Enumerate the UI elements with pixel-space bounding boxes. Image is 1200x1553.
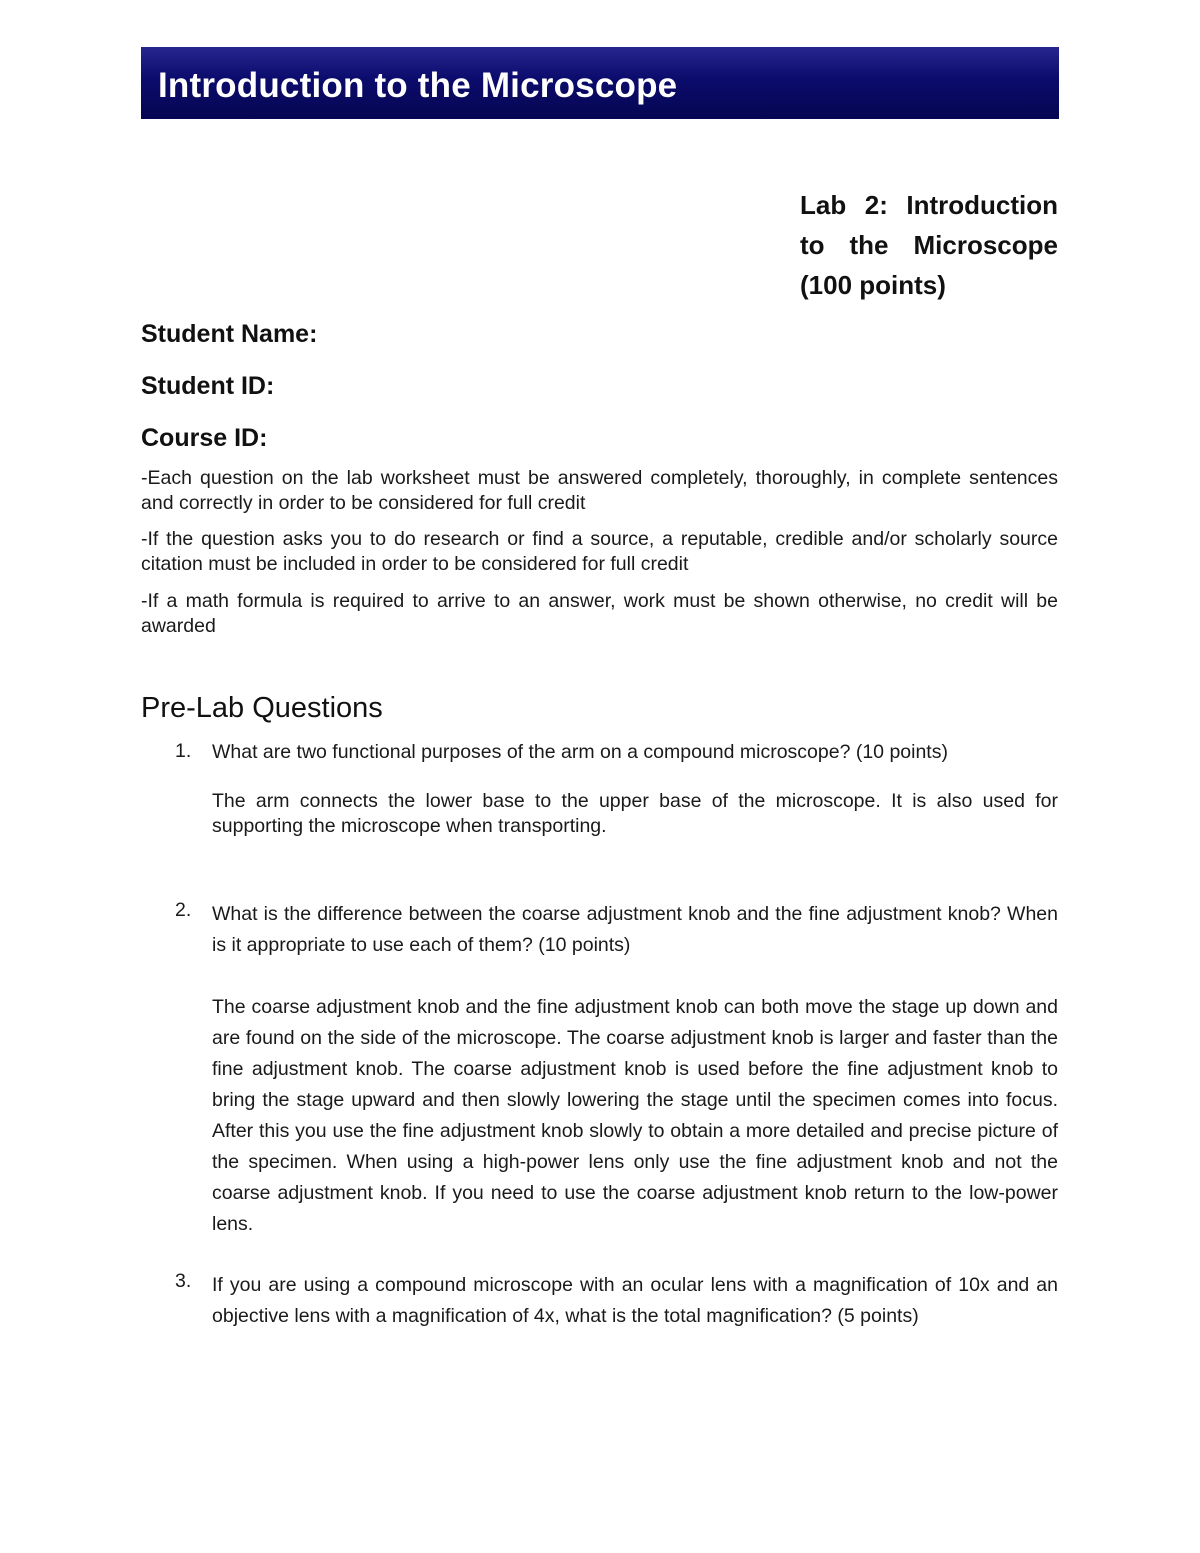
student-name-label: Student Name: [141,320,318,348]
answer-text: The arm connects the lower base to the upper base of the microscope. It is also used for supporting the microscope when transporting. [212,790,1058,837]
title-banner [141,47,1059,119]
question-number: 2. [175,899,192,921]
question-text: What are two functional purposes of the arm on a compound microscope? (10 points) [212,741,948,763]
instruction-item: -If the question asks you to do research or find a source, a reputable, credible and/or scholarly source citation must be included in order to be considered for full credit [141,528,1058,575]
answer-text: The coarse adjustment knob and the fine adjustment knob can both move the stage up down and are found on the side of the microscope. The coarse adjustment knob is larger and faster than the fine adjustment knob. The coarse adjustment knob is used before the fine adjustment knob to bring the stage upward and then slowly lowering the stage until the specimen comes into focus. After this you use the fine adjustment knob slowly to obtain a more detailed and precise picture of the specimen. When using a high-power lens only use the fine adjustment knob and not the coarse adjustment knob. If you need to use the coarse adjustment knob return to the low-power lens. [212,996,1058,1235]
question-text: What is the difference between the coarse adjustment knob and the fine adjustment knob? When is it appropriate to use each of them? (10 points) [212,903,1058,956]
question-number: 1. [175,740,192,762]
document-title: Introduction to the Microscope [158,66,678,105]
instruction-item: -If a math formula is required to arrive to an answer, work must be shown otherwise, no credit will be awarded [141,590,1058,637]
student-id-label: Student ID: [141,372,275,400]
question-number: 3. [175,1270,192,1292]
lab-heading-line: (100 points) [800,270,946,300]
question-text: If you are using a compound microscope with an ocular lens with a magnification of 10x and an objective lens with a magnification of 4x, what is the total magnification? (5 points) [212,1274,1058,1327]
course-id-label: Course ID: [141,424,268,452]
lab-heading-line: to the Microscope [800,230,1058,260]
section-title: Pre-Lab Questions [141,692,383,724]
instruction-item: -Each question on the lab worksheet must be answered completely, thoroughly, in complete sentences and correctly in order to be considered for full credit [141,467,1058,514]
lab-heading-line: Lab 2: Introduction [800,190,1058,220]
lab-heading [800,185,1058,305]
